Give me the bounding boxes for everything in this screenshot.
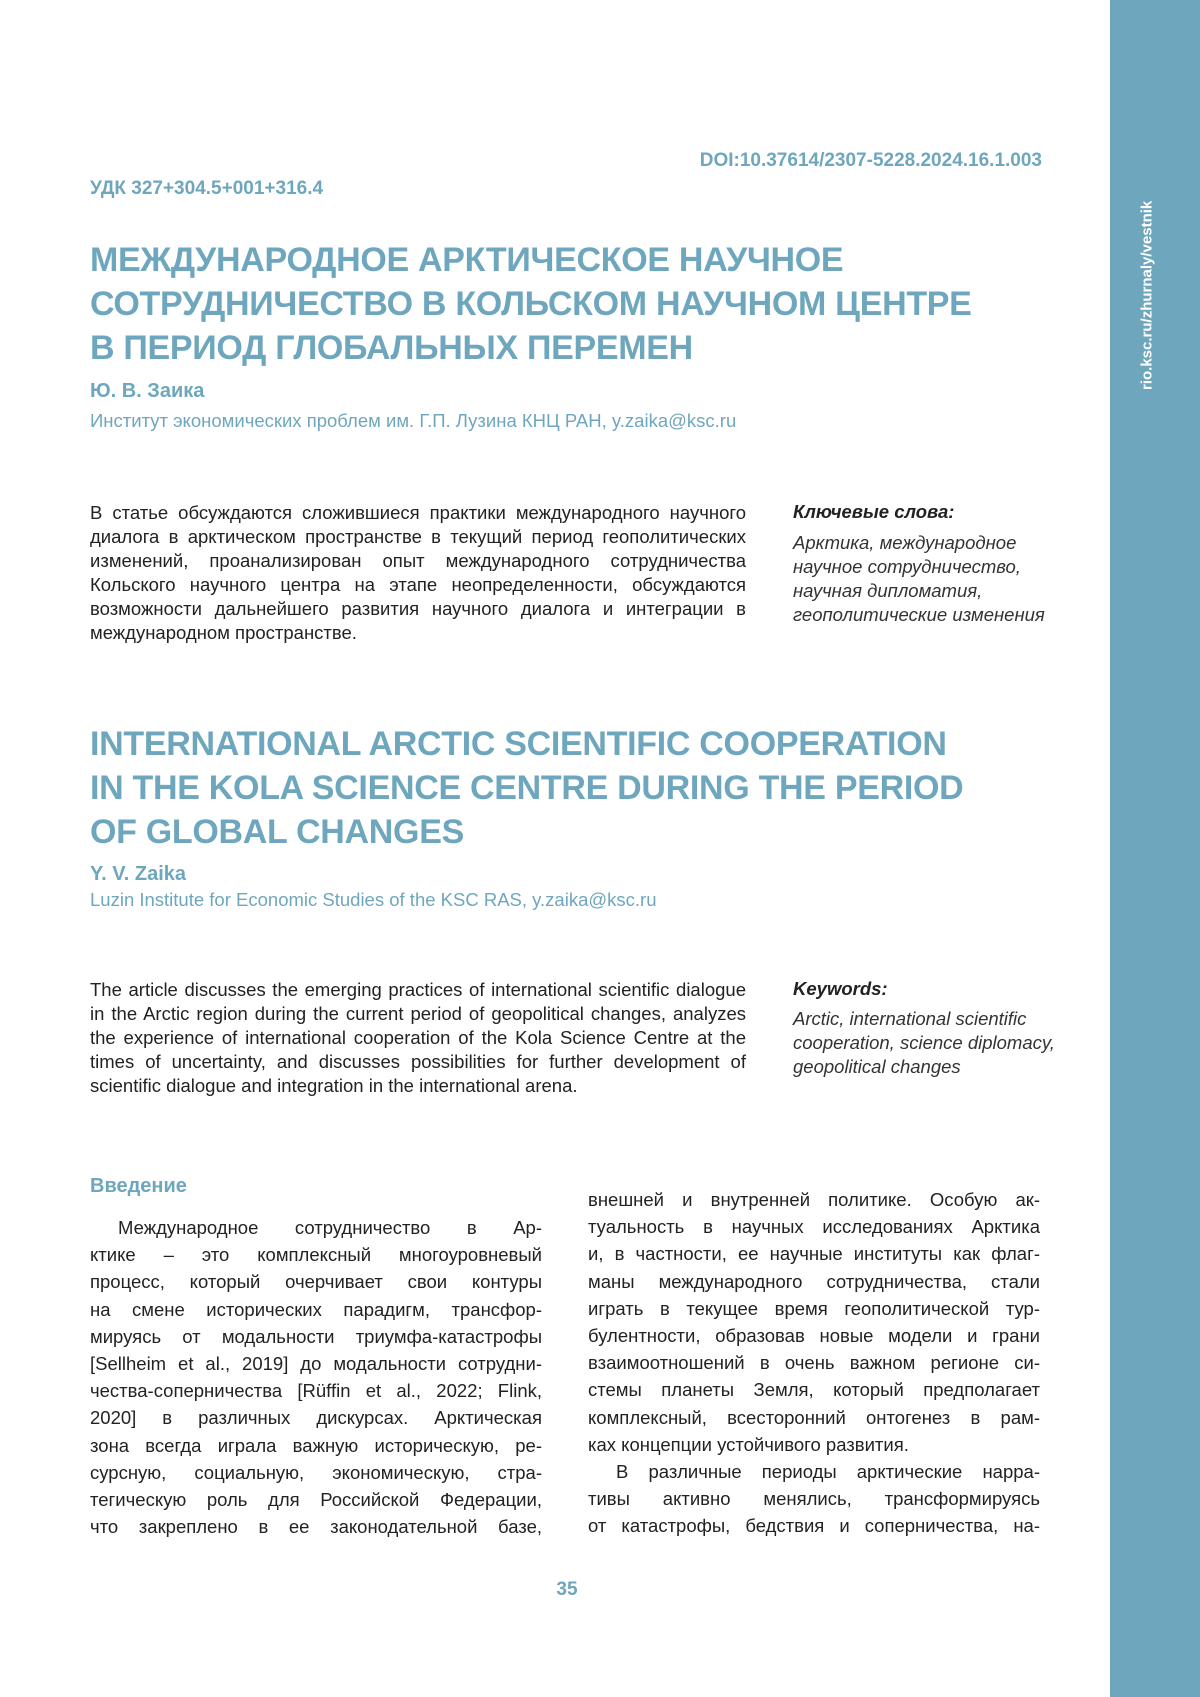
- ru-title-line: В ПЕРИОД ГЛОБАЛЬНЫХ ПЕРЕМЕН: [90, 326, 990, 370]
- body-line: на смене исторических парадигм, трансфор-: [90, 1296, 542, 1323]
- en-title-line: OF GLOBAL CHANGES: [90, 810, 990, 854]
- body-line: тивы активно менялись, трансформируясь: [588, 1485, 1040, 1512]
- body-line: внешней и внутренней политике. Особую ак-: [588, 1186, 1040, 1213]
- ru-title: [90, 238, 990, 370]
- en-title-line: IN THE KOLA SCIENCE CENTRE DURING THE PERIOD: [90, 766, 990, 810]
- body-line: [Sellheim et al., 2019] до модальности сотрудни-: [90, 1350, 542, 1377]
- body-line: тегическую роль для Российской Федерации,: [90, 1486, 542, 1513]
- ru-abstract: В статье обсуждаются сложившиеся практики международного научного диалога в арктическом пространстве в текущий пери­од геополитических изменений, проанализирован опыт между­народного сотрудничества Кольского научного центра на этапе неопределенности, обсуждаются возможности дальнейшего развития научного диалога и интеграции в международном про­странстве.: [90, 501, 746, 645]
- body-line: 2020] в различных дискурсах. Арктическая: [90, 1404, 542, 1431]
- ru-author: Ю. В. Заика: [90, 380, 204, 403]
- body-line: мируясь от модальности триумфа-катастрофы: [90, 1323, 542, 1350]
- en-title: [90, 722, 990, 854]
- en-keywords: Arctic, international scientific cooperation, science diplomacy, geopolitical changes: [793, 1007, 1055, 1079]
- en-keywords-label: Keywords:: [793, 978, 888, 1000]
- doi[interactable]: DOI:10.37614/2307-5228.2024.16.1.003: [700, 150, 1042, 172]
- body-line: что закреплено в ее законодательной базе,: [90, 1513, 542, 1540]
- en-title-line: INTERNATIONAL ARCTIC SCIENTIFIC COOPERATION: [90, 722, 990, 766]
- en-abstract: The article discusses the emerging practices of international scientific dialogue in the Arctic region during the current period of geopolitical changes, analyzes the experience of international cooperation of the Kola Science Centre at the times of uncertainty, and discusses possibilities for further development of scientific dialogue and integration in the international arena.: [90, 978, 746, 1098]
- body-line: чества-соперничества [Rüffin et al., 2022; Flink,: [90, 1377, 542, 1404]
- body-line: стемы планеты Земля, который предполагает: [588, 1376, 1040, 1403]
- body-line: ках концепции устойчивого развития.: [588, 1431, 1040, 1458]
- body-column-right: [588, 1186, 1040, 1540]
- ru-affiliation: Институт экономических проблем им. Г.П. Лузина КНЦ РАН, y.zaika@ksc.ru: [90, 410, 736, 432]
- body-line: туальность в научных исследованиях Арктика: [588, 1213, 1040, 1240]
- body-line: от катастрофы, бедствия и соперничества, на-: [588, 1512, 1040, 1539]
- body-line: Международное сотрудничество в Ар-: [90, 1214, 542, 1241]
- ru-keywords-label: Ключевые слова:: [793, 501, 954, 523]
- body-line: В различные периоды арктические нарра-: [588, 1458, 1040, 1485]
- body-column-left: [90, 1214, 542, 1540]
- body-line: маны международного сотрудничества, стали: [588, 1268, 1040, 1295]
- ru-title-line: СОТРУДНИЧЕСТВО В КОЛЬСКОМ НАУЧНОМ ЦЕНТРЕ: [90, 282, 990, 326]
- body-line: ктике – это комплексный многоуровневый: [90, 1241, 542, 1268]
- page-number: 35: [520, 1579, 614, 1601]
- en-affiliation: Luzin Institute for Economic Studies of the KSC RAS, y.zaika@ksc.ru: [90, 889, 656, 911]
- body-line: комплексный, всесторонний онтогенез в рам-: [588, 1404, 1040, 1431]
- journal-url[interactable]: rio.ksc.ru/zhurnaly/vestnik: [1132, 195, 1162, 395]
- body-line: зона всегда играла важную историческую, ре-: [90, 1432, 542, 1459]
- en-author: Y. V. Zaika: [90, 863, 186, 886]
- udk-code: УДК 327+304.5+001+316.4: [90, 178, 323, 200]
- body-line: процесс, который очерчивает свои контуры: [90, 1268, 542, 1295]
- body-line: взаимоотношений в очень важном регионе си-: [588, 1349, 1040, 1376]
- body-line: и, в частности, ее научные институты как флаг-: [588, 1240, 1040, 1267]
- ru-keywords: Арктика, международное научное сотрудничество, научная дипломатия, геополитические изменения: [793, 531, 1055, 627]
- body-line: булентности, образовав новые модели и грани: [588, 1322, 1040, 1349]
- body-line: играть в текущее время геополитической тур-: [588, 1295, 1040, 1322]
- section-title-introduction: Введение: [90, 1175, 187, 1198]
- body-line: сурсную, социальную, экономическую, стра-: [90, 1459, 542, 1486]
- ru-title-line: МЕЖДУНАРОДНОЕ АРКТИЧЕСКОЕ НАУЧНОЕ: [90, 238, 990, 282]
